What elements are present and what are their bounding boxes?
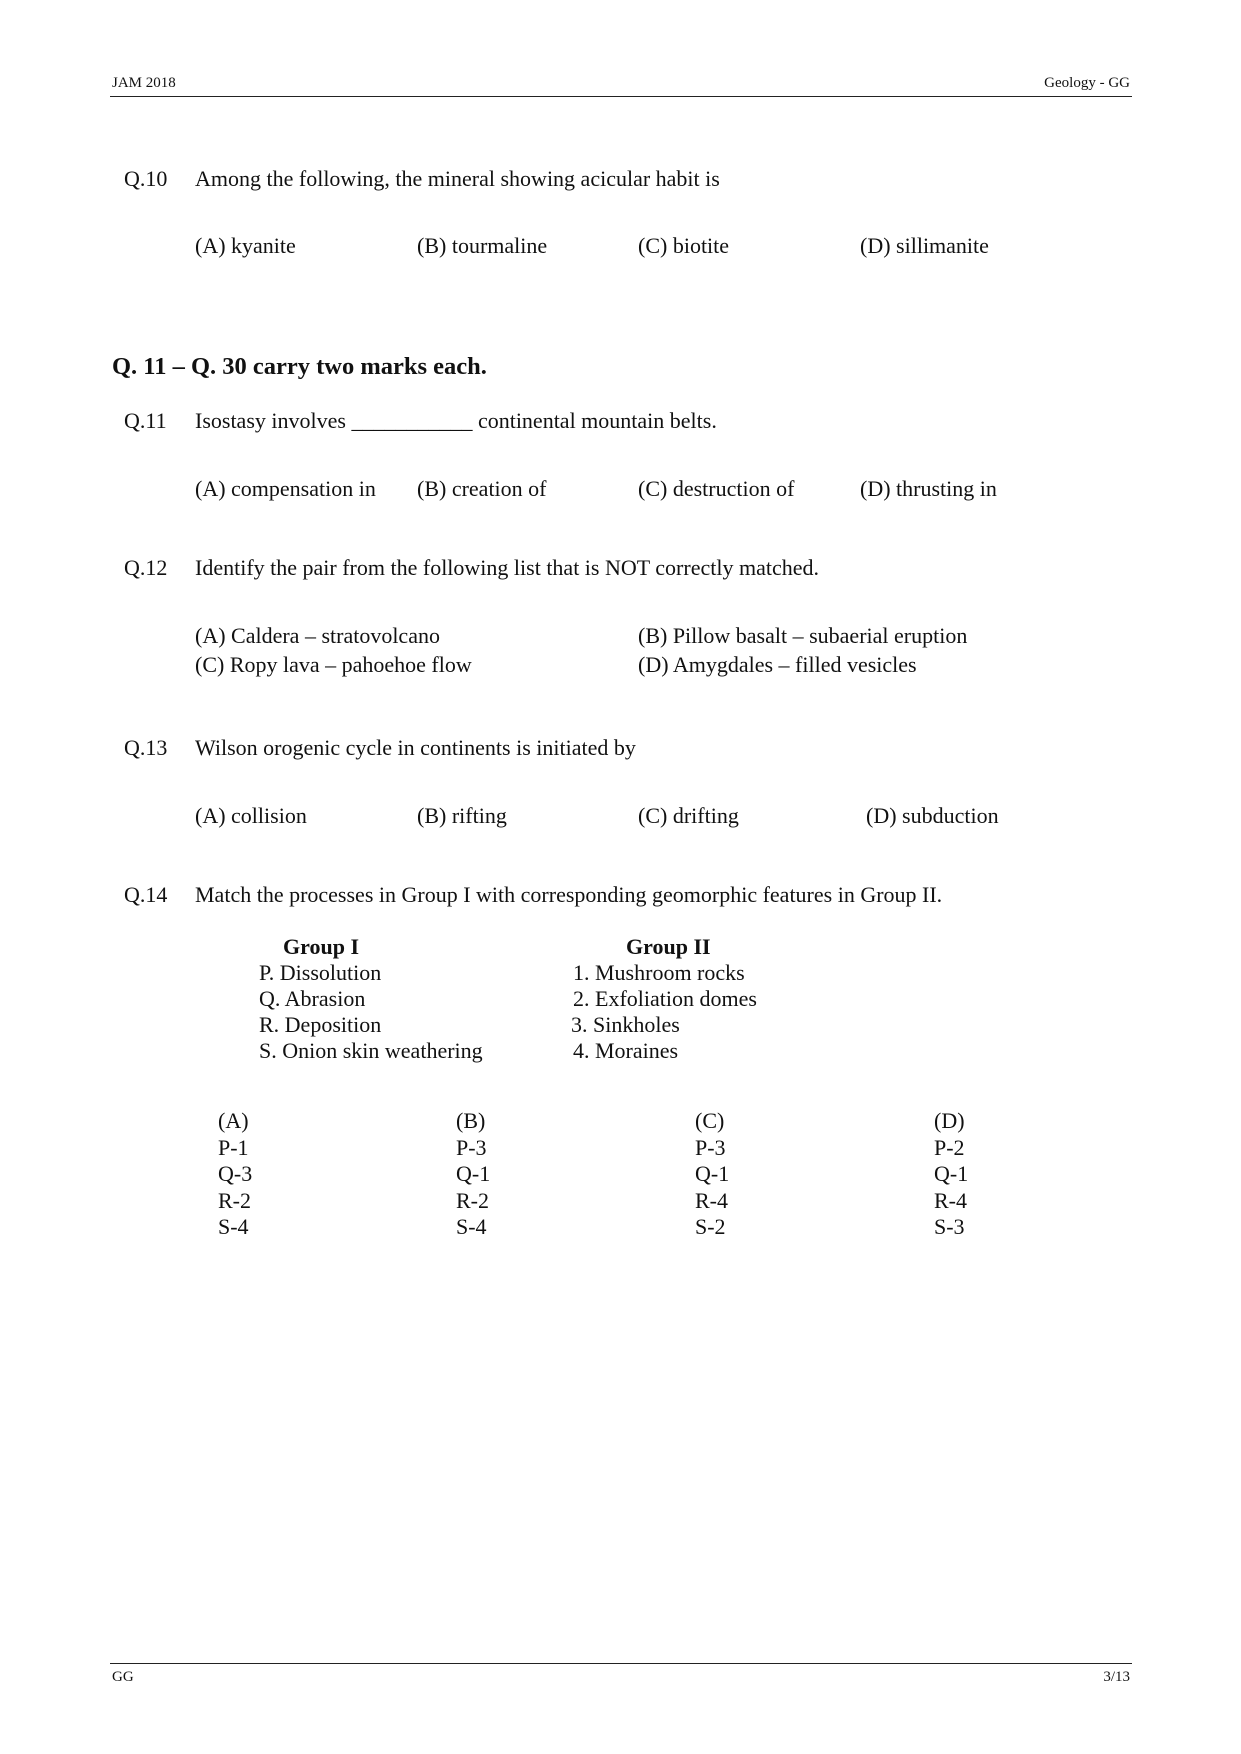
q14-option-c-line: S-2 bbox=[695, 1214, 726, 1239]
q14-option-d bbox=[934, 1108, 968, 1241]
q10-text: Among the following, the mineral showing acicular habit is bbox=[195, 166, 720, 191]
group1-item-q: Q. Abrasion bbox=[259, 986, 366, 1011]
q14-option-b-line: R-2 bbox=[456, 1187, 489, 1213]
header-exam-name: JAM 2018 bbox=[112, 75, 176, 91]
group2-item-4: 4. Moraines bbox=[573, 1038, 679, 1063]
q14-option-c bbox=[695, 1108, 729, 1241]
q14-option-c-line: P-3 bbox=[695, 1134, 726, 1160]
q14-text: Match the processes in Group I with corresponding geomorphic features in Group II. bbox=[195, 882, 943, 907]
q11-option-b: (B) creation of bbox=[417, 476, 547, 501]
q11-text: Isostasy involves ___________ continental mountain belts. bbox=[195, 408, 717, 433]
q12-option-d: (D) Amygdales – filled vesicles bbox=[638, 652, 917, 677]
group1-item-p: P. Dissolution bbox=[259, 960, 382, 985]
q10-option-a: (A) kyanite bbox=[195, 233, 296, 258]
q10-number: Q.10 bbox=[124, 166, 168, 191]
q12-option-b: (B) Pillow basalt – subaerial eruption bbox=[638, 623, 968, 648]
q14-option-d-label: (D) bbox=[934, 1108, 965, 1133]
q10-option-b: (B) tourmaline bbox=[417, 233, 548, 258]
q14-option-d-line: Q-1 bbox=[934, 1161, 969, 1186]
q14-option-a-line: Q-3 bbox=[218, 1161, 253, 1186]
q13-text: Wilson orogenic cycle in continents is initiated by bbox=[195, 735, 636, 760]
q14-option-d-line: S-3 bbox=[934, 1214, 965, 1239]
q14-option-d-line: R-4 bbox=[934, 1187, 967, 1213]
q11-option-a: (A) compensation in bbox=[195, 476, 376, 501]
q14-option-c-line: R-4 bbox=[695, 1187, 728, 1213]
q14-option-b-label: (B) bbox=[456, 1108, 486, 1133]
q13-option-b: (B) rifting bbox=[417, 803, 507, 828]
footer-page-number: 3/13 bbox=[1103, 1669, 1130, 1685]
group1-title: Group I bbox=[283, 934, 360, 959]
q11-option-c: (C) destruction of bbox=[638, 476, 795, 501]
group1-item-s: S. Onion skin weathering bbox=[259, 1038, 483, 1063]
group2-item-3: 3. Sinkholes bbox=[571, 1012, 680, 1037]
q14-option-b-line: S-4 bbox=[456, 1214, 487, 1239]
q13-option-d: (D) subduction bbox=[866, 803, 999, 828]
q10-option-c: (C) biotite bbox=[638, 233, 730, 258]
q14-option-a bbox=[218, 1108, 252, 1241]
q14-number: Q.14 bbox=[124, 882, 168, 907]
q13-option-a: (A) collision bbox=[195, 803, 307, 828]
q12-option-a: (A) Caldera – stratovolcano bbox=[195, 623, 440, 648]
q14-option-b-line: P-3 bbox=[456, 1134, 487, 1160]
header-subject: Geology - GG bbox=[1044, 75, 1130, 91]
q12-number: Q.12 bbox=[124, 555, 168, 580]
q13-number: Q.13 bbox=[124, 735, 168, 760]
q14-option-a-line: P-1 bbox=[218, 1134, 249, 1160]
q14-option-c-line: Q-1 bbox=[695, 1161, 730, 1186]
q14-option-d-line: P-2 bbox=[934, 1134, 965, 1160]
group2-item-1: 1. Mushroom rocks bbox=[573, 960, 745, 985]
footer-rule bbox=[110, 1663, 1132, 1664]
q14-option-b bbox=[456, 1108, 490, 1241]
q14-option-b-line: Q-1 bbox=[456, 1161, 491, 1186]
q13-option-c: (C) drifting bbox=[638, 803, 739, 828]
q12-option-c: (C) Ropy lava – pahoehoe flow bbox=[195, 652, 472, 677]
q14-option-a-label: (A) bbox=[218, 1108, 249, 1133]
group1-item-r: R. Deposition bbox=[259, 1012, 382, 1037]
footer-paper-code: GG bbox=[112, 1669, 134, 1685]
group2-item-2: 2. Exfoliation domes bbox=[573, 986, 757, 1011]
q14-option-a-line: S-4 bbox=[218, 1214, 249, 1239]
q14-option-a-line: R-2 bbox=[218, 1187, 251, 1213]
q11-option-d: (D) thrusting in bbox=[860, 476, 997, 501]
q14-option-c-label: (C) bbox=[695, 1108, 725, 1133]
section-heading: Q. 11 – Q. 30 carry two marks each. bbox=[112, 353, 487, 380]
group2-title: Group II bbox=[626, 934, 711, 959]
header-rule bbox=[110, 96, 1132, 97]
q11-number: Q.11 bbox=[124, 408, 167, 433]
q10-option-d: (D) sillimanite bbox=[860, 233, 989, 258]
q12-text: Identify the pair from the following list that is NOT correctly matched. bbox=[195, 555, 819, 580]
